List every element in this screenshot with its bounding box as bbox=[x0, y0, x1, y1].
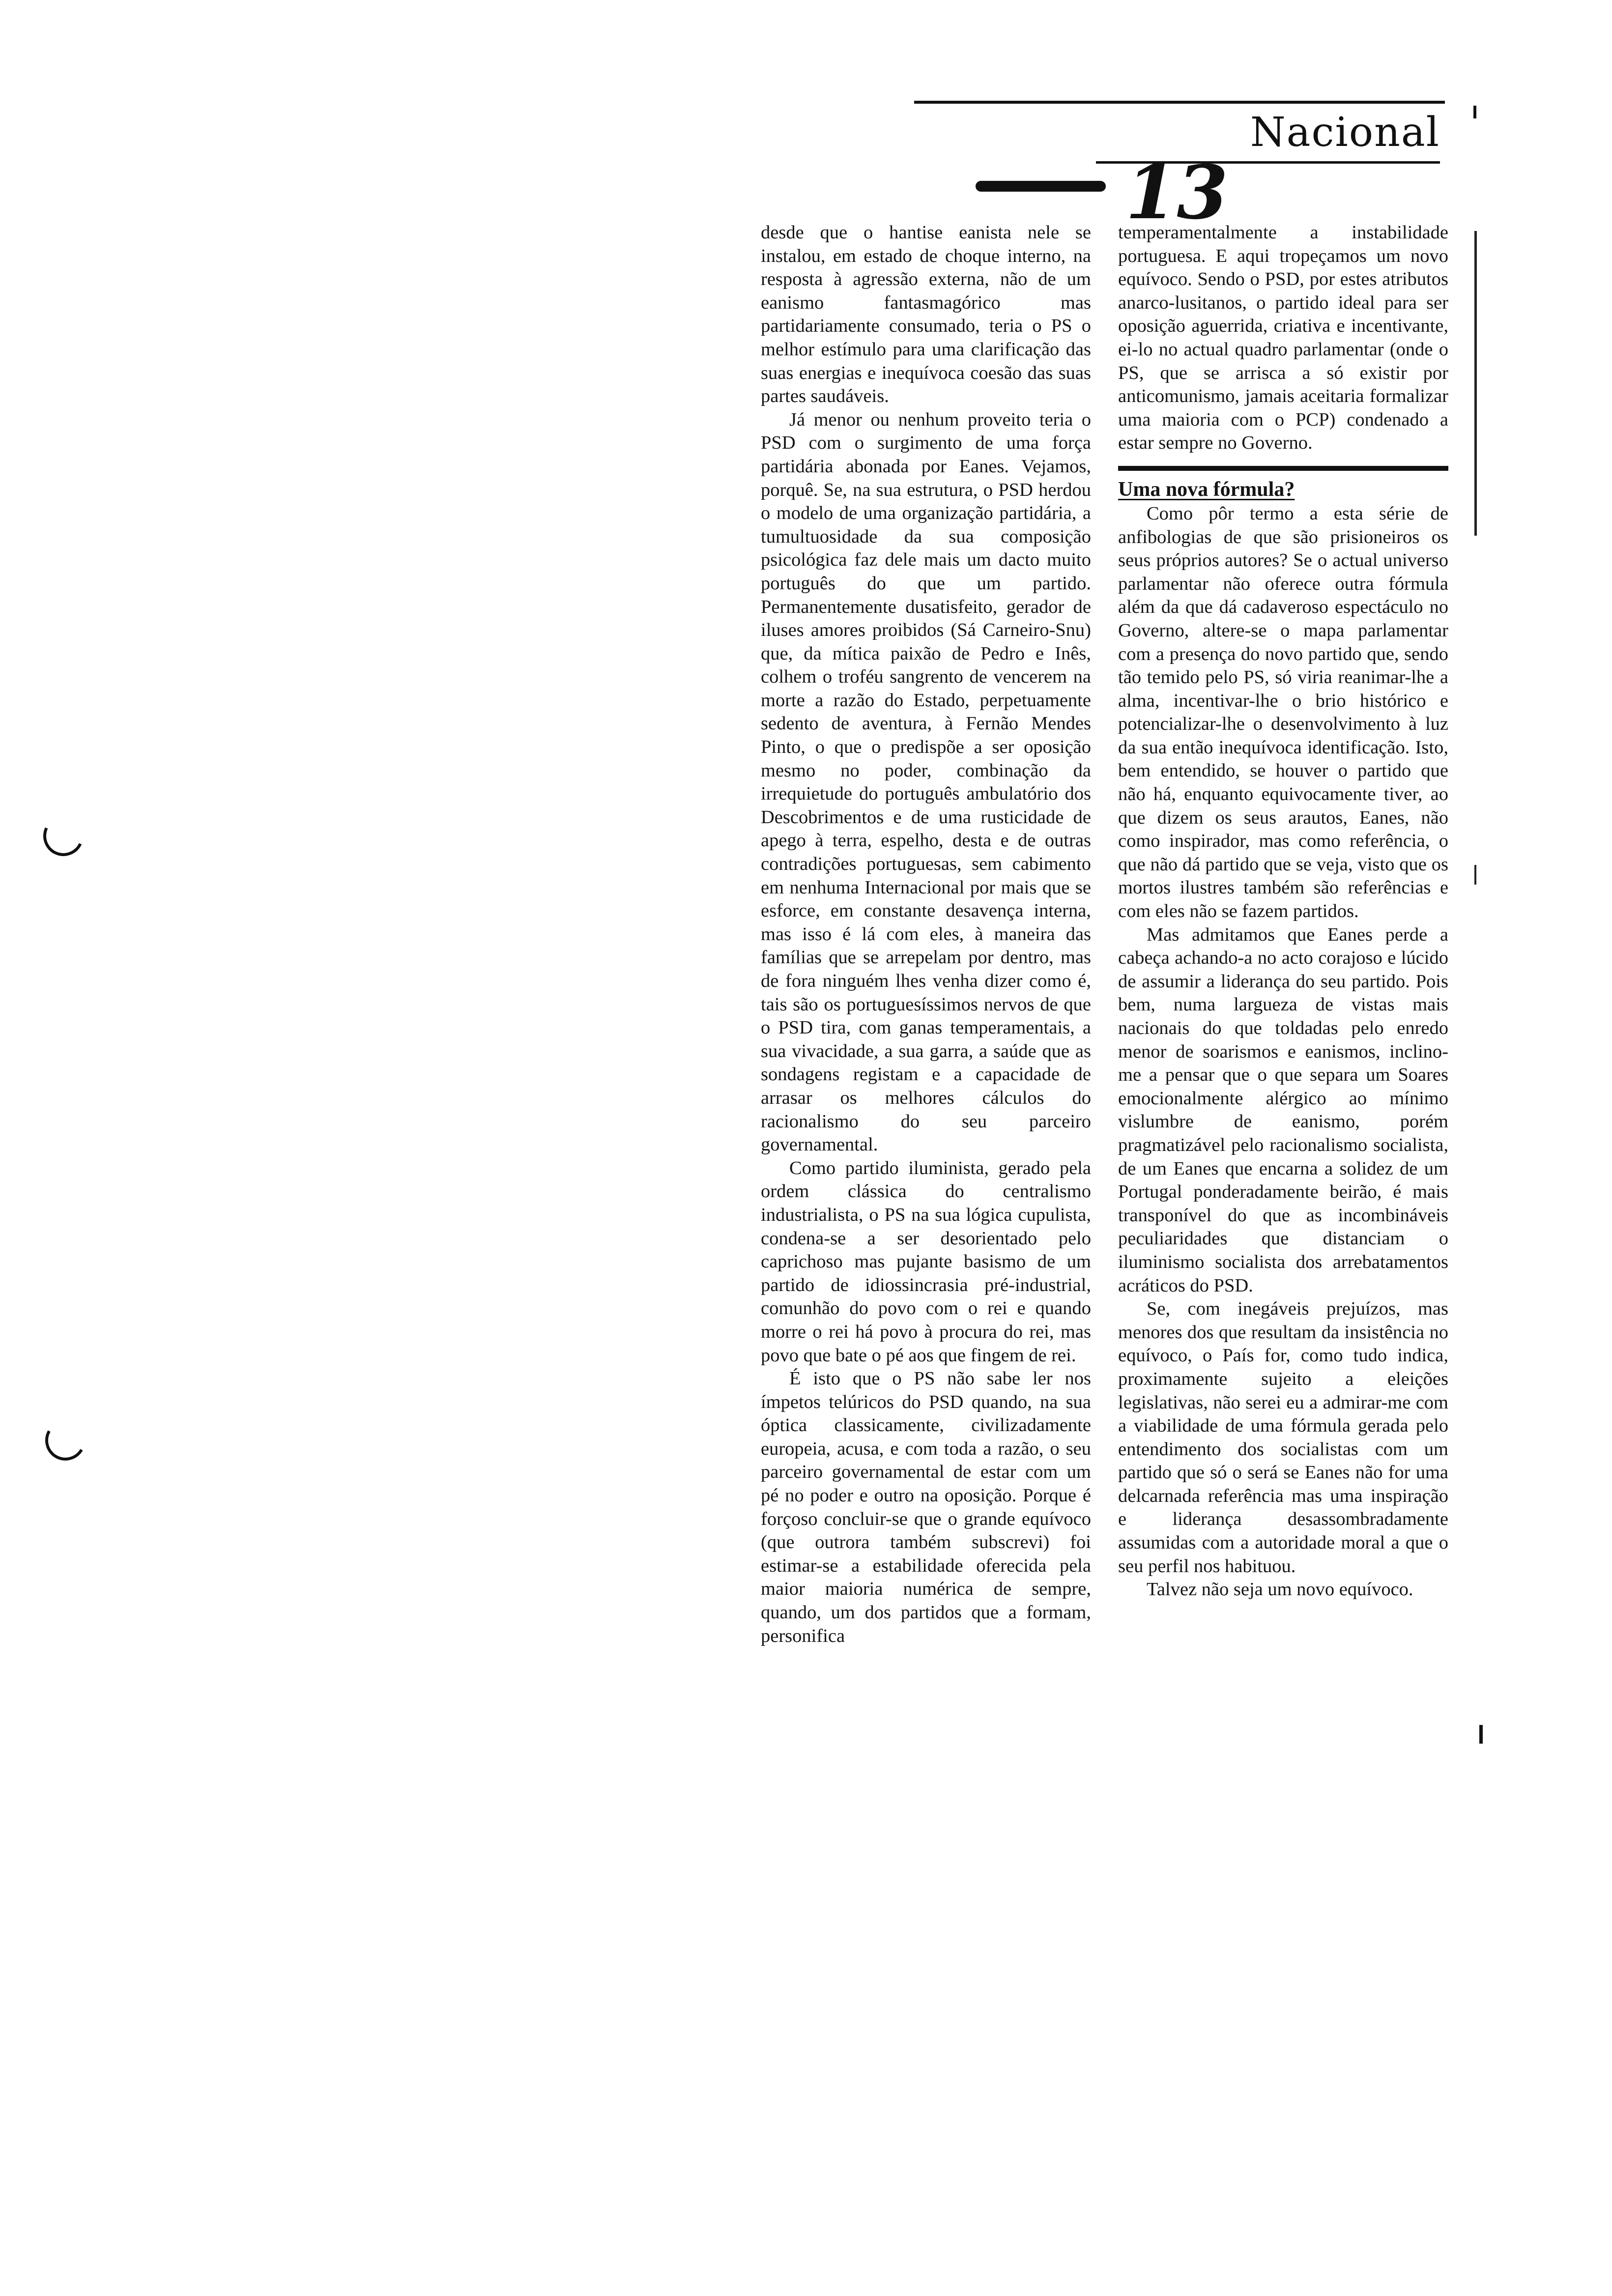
paragraph: temperamentalmente a instabilidade portuguesa. E aqui tropeçamos um novo equívoco. Sendo o PSD, por estes atributos anarco-lusitanos, o partido ideal para ser oposição aguerrida, criativa e incentivante, ei-lo no actual quadro parlamentar (onde o PS, que se arrisca a só existir por anticomunismo, jamais aceitaria formalizar uma maioria com o PCP) condenado a estar sempre no Governo. bbox=[1118, 222, 1448, 454]
paragraph: desde que o hantise eanista nele se instalou, em estado de choque interno, na resposta à agressão externa, não de um eanismo fantasmagórico mas partidariamente consumado, teria o PS o melhor estímulo para uma clarificação das suas energias e inequívoca coesão das suas partes saudáveis. bbox=[761, 222, 1091, 407]
paragraph: Já menor ou nenhum proveito teria o PSD com o surgimento de uma força partidária abonada por Eanes. Vejamos, porquê. Se, na sua estrutura, o PSD herdou o modelo de uma organização partidária, a tumultuosidade da sua composição psicológica faz dele mais um dacto muito português do que um partido. Permanentemente dusatisfeito, gerador de iluses amores proibidos (Sá Carneiro-Snu) que, da mítica paixão de Pedro e Inês, colhem o troféu sangrento de vencerem na morte a razão do Estado, perpetuamente sedento de aventura, à Fernão Mendes Pinto, o que o predispõe a ser oposição mesmo no poder, combinação da irrequietude do português ambulatório dos Descobrimentos e de uma rusticidade de apego à terra, espelho, desta e de outras contradições portuguesas, sem cabimento em nenhuma Internacional por mais que se esforce, em constante desavença interna, mas isso é lá com eles, à maneira das famílias que se arrepelam por dentro, mas de fora ninguém lhes venha dizer como é, tais são os portuguesíssimos nervos de que o PSD tira, com ganas temperamentais, a sua vivacidade, a sua garra, a saúde que as sondagens registam e a capacidade de arrasar os melhores cálculos do racionalismo do seu parceiro governamental. bbox=[761, 409, 1091, 1155]
paragraph: Talvez não seja um novo equívoco. bbox=[1147, 1579, 1413, 1600]
article-column-left bbox=[761, 221, 1091, 1648]
handwritten-page-number: 13 bbox=[1125, 149, 1228, 236]
margin-tick-mark bbox=[1473, 106, 1476, 118]
section-title: Nacional bbox=[1250, 109, 1440, 156]
margin-vertical-line bbox=[1474, 231, 1477, 536]
margin-mark bbox=[1479, 1725, 1483, 1744]
paragraph: Mas admitamos que Eanes perde a cabeça achando-a no acto corajoso e lúcido de assumir a liderança do seu partido. Pois bem, numa largueza de vistas mais nacionais do que toldadas pelo enredo menor de soarismos e eanismos, inclino-me a pensar que o que separa um Soares emocionalmente alérgico ao mínimo vislumbre de eanismo, porém pragmatizável pelo racionalismo socialista, de um Eanes que encarna a solidez de um Portugal ponderadamente beirão, é mais transponível do que as incombináveis peculiaridades que distanciam o iluminismo socialista dos arrebatamentos acráticos do PSD. bbox=[1118, 924, 1448, 1296]
paragraph: Se, com inegáveis prejuízos, mas menores dos que resultam da insistência no equívoco, o País for, como tudo indica, proximamente sujeito a eleições legislativas, não serei eu a admirar-me com a viabilidade de uma fórmula gerada pelo entendimento dos socialistas com um partido que só o será se Eanes não for uma delcarnada referência mas uma inspiração e liderança desassombradamente assumidas com a autoridade moral a que o seu perfil nos habituou. bbox=[1118, 1298, 1448, 1577]
header-rule bbox=[914, 101, 1445, 104]
paragraph: Como pôr termo a esta série de anfibologias de que são prisioneiros os seus próprios autores? Se o actual universo parlamentar não oferece outra fórmula além da que dá cadaveroso espectáculo no Governo, altere-se o mapa parlamentar com a presença do novo partido que, sendo tão temido pelo PS, só viria reanimar-lhe a alma, incentivar-lhe o brio histórico e potencializar-lhe o desenvolvimento à luz da sua então inequívoca identificação. Isto, bem entendido, se houver o partido que não há, enquanto equivocamente tiver, ao que dizem os seus arautos, Eanes, não como inspirador, mas como referência, o que não dá partido que se veja, visto que os mortos ilustres também são referências e com eles não se fazem partidos. bbox=[1118, 503, 1448, 922]
subheading-rule bbox=[1118, 466, 1448, 471]
handwritten-dash bbox=[976, 181, 1106, 192]
binder-hole-mark bbox=[41, 1416, 90, 1465]
margin-mark bbox=[1474, 865, 1476, 885]
article-column-right bbox=[1118, 221, 1448, 1602]
binder-hole-mark bbox=[37, 810, 89, 861]
subheading: Uma nova fórmula? bbox=[1118, 478, 1295, 501]
paragraph: Como partido iluminista, gerado pela ordem clássica do centralismo industrialista, o PS na sua lógica cupulista, condena-se a ser desorientado pelo caprichoso mas pujante basismo de um partido de idiossincrasia pré-industrial, comunhão do povo com o rei e quando morre o rei há povo à procura do rei, mas povo que bate o pé aos que fingem de rei. bbox=[761, 1157, 1091, 1366]
paragraph: É isto que o PS não sabe ler nos ímpetos telúricos do PSD quando, na sua óptica classicamente, civilizadamente europeia, acusa, e com toda a razão, o seu parceiro governamental de estar com um pé no poder e outro na oposição. Porque é forçoso concluir-se que o grande equívoco (que outrora também subscrevi) foi estimar-se a estabilidade oferecida pela maior maioria numérica de sempre, quando, um dos partidos que a formam, personifica bbox=[761, 1368, 1091, 1646]
